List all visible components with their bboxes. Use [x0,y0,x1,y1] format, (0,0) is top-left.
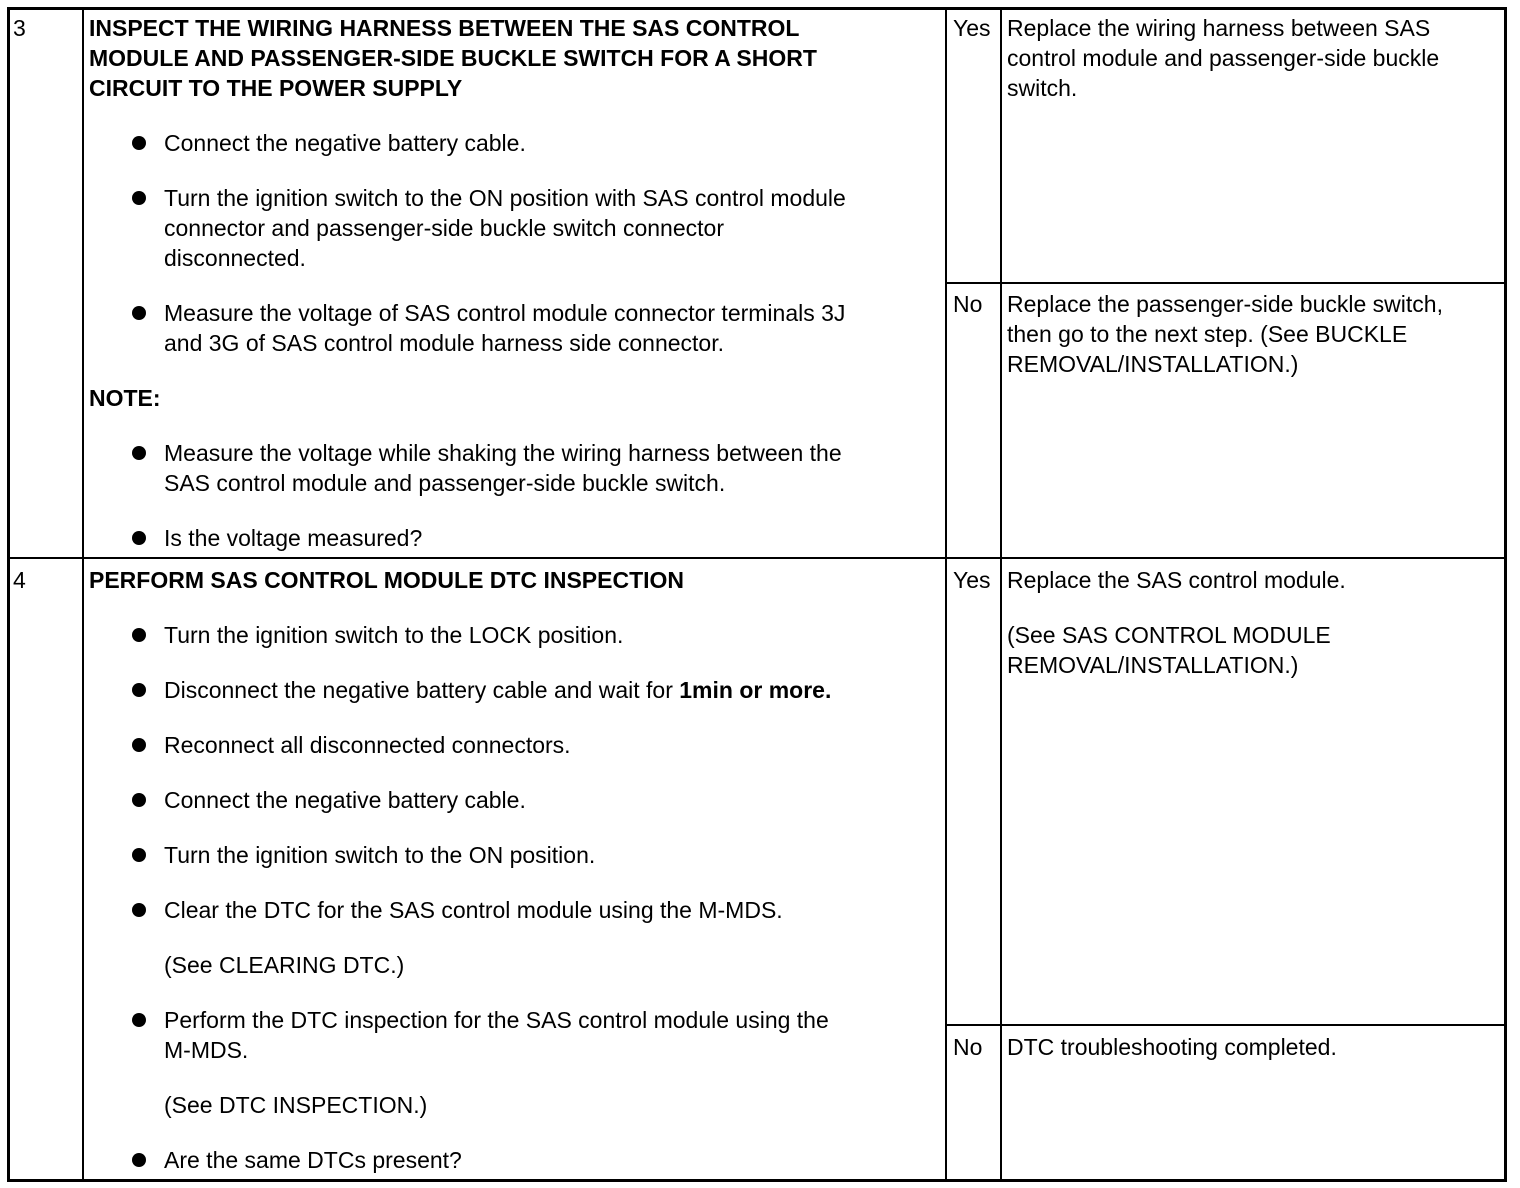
col-divider-action [945,7,947,1182]
bullet-text: Turn the ignition switch to the ON position. [164,842,596,868]
bullet-text: Connect the negative battery cable. [164,787,526,813]
bullet-text-bold: 1min or more [679,677,825,703]
step-number: 4 [13,567,26,593]
bullet-dot [132,793,146,807]
bullet-dot [132,848,146,862]
bullet-text: Measure the voltage while shaking the wiring harness between the [164,440,842,466]
note-label: NOTE: [89,385,161,411]
bullet-text-plain: Disconnect the negative battery cable and wait for [164,677,680,703]
bullet-text: Turn the ignition switch to the LOCK position. [164,622,624,648]
no-action: DTC troubleshooting completed. [1007,1034,1337,1060]
bullet-text: Measure the voltage of SAS control module connector terminals 3J [164,300,846,326]
step-title-line: CIRCUIT TO THE POWER SUPPLY [89,75,463,101]
bullet-text: and 3G of SAS control module harness side connector. [164,330,724,356]
yes-action: Replace the wiring harness between SAS [1007,15,1431,41]
bullet-text: Clear the DTC for the SAS control module using the M-MDS. [164,897,783,923]
bullet-dot [132,903,146,917]
bullet-dot [132,531,146,545]
no-action: then go to the next step. (See BUCKLE [1007,321,1408,347]
reference-text: (See CLEARING DTC.) [164,952,405,978]
bullet-dot [132,738,146,752]
step-title-line: INSPECT THE WIRING HARNESS BETWEEN THE SAS CONTROL [89,15,800,41]
no-label: No [953,1034,983,1060]
bullet-text: Is the voltage measured? [164,525,423,551]
no-action: REMOVAL/INSTALLATION.) [1007,351,1299,377]
bullet-text-bold-period: . [824,677,832,703]
bullet-text: Turn the ignition switch to the ON position with SAS control module [164,185,846,211]
row-divider [7,557,1507,559]
no-action: Replace the passenger-side buckle switch, [1007,291,1443,317]
bullet-dot [132,446,146,460]
bullet-text: connector and passenger-side buckle switch connector [164,215,724,241]
bullet-text: Are the same DTCs present? [164,1147,462,1173]
yes-action: switch. [1007,75,1078,101]
reference-text: (See DTC INSPECTION.) [164,1092,428,1118]
bullet-dot [132,683,146,697]
yes-label: Yes [953,15,991,41]
col-divider-number [82,7,84,1182]
step-title-line: MODULE AND PASSENGER-SIDE BUCKLE SWITCH FOR A SHORT [89,45,817,71]
bullet-dot [132,1013,146,1027]
yes-reference: REMOVAL/INSTALLATION.) [1007,652,1299,678]
yes-action: control module and passenger-side buckle [1007,45,1440,71]
yes-action: Replace the SAS control module. [1007,567,1346,593]
bullet-text: Reconnect all disconnected connectors. [164,732,571,758]
bullet-text: Perform the DTC inspection for the SAS control module using the [164,1007,829,1033]
step4-yes-no-divider [946,1024,1507,1026]
step-title: PERFORM SAS CONTROL MODULE DTC INSPECTION [89,567,685,593]
bullet-text: SAS control module and passenger-side buckle switch. [164,470,726,496]
yes-label: Yes [953,567,991,593]
bullet-dot [132,628,146,642]
bullet-dot [132,306,146,320]
no-label: No [953,291,983,317]
bullet-dot [132,191,146,205]
col-divider-result [1000,7,1002,1182]
bullet-text: disconnected. [164,245,306,271]
bullet-text [164,675,831,705]
step3-yes-no-divider [946,282,1507,284]
bullet-dot [132,136,146,150]
bullet-text: Connect the negative battery cable. [164,130,526,156]
step-number: 3 [13,15,26,41]
bullet-text: M-MDS. [164,1037,249,1063]
bullet-dot [132,1153,146,1167]
yes-reference: (See SAS CONTROL MODULE [1007,622,1331,648]
